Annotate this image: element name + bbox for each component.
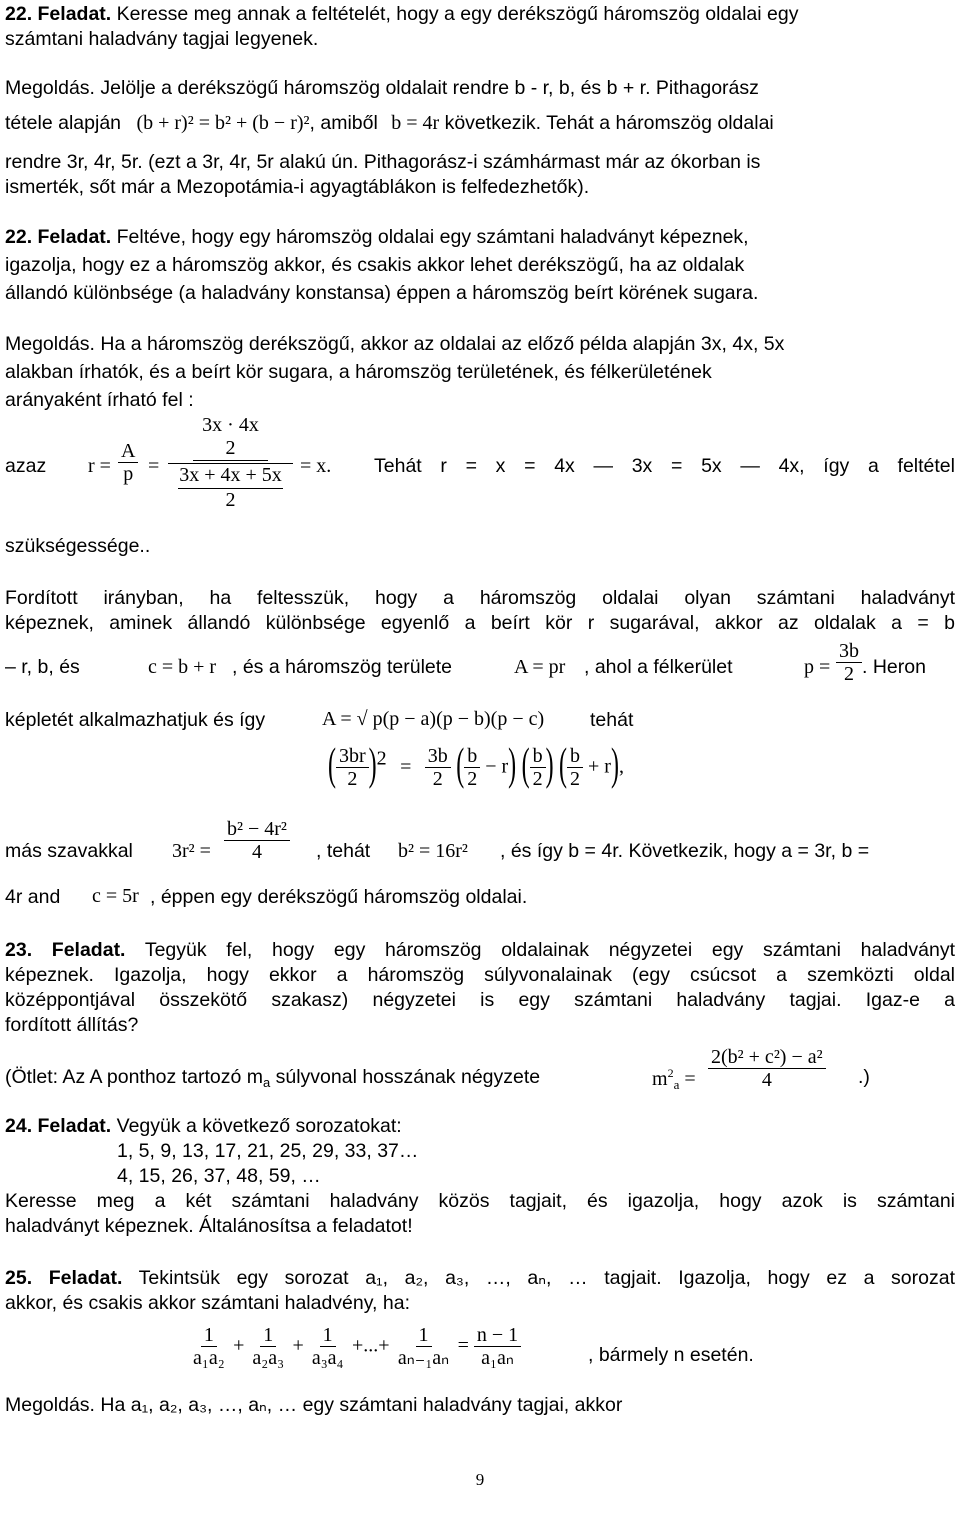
problem-heading: 22. Feladat. [5, 226, 112, 248]
denominator: a₂a₃ [252, 1347, 285, 1369]
text-fragment: Feltéve, hogy egy háromszög oldalai egy számtani haladványt képeznek, [111, 226, 749, 248]
sequence-1: 1, 5, 9, 13, 17, 21, 25, 29, 33, 37… [117, 1140, 419, 1162]
text-fragment: – r, b, és [5, 656, 80, 678]
text-line: akkor, és csakis akkor számtani haladvény, ha: [5, 1292, 410, 1314]
math-formula: c = b + r [148, 656, 217, 678]
text-fragment: 4r and [5, 886, 61, 908]
text-fragment: , ahol a félkerület [584, 656, 733, 678]
denominator: 4 [761, 1069, 772, 1091]
math-symbol: = x. [300, 455, 332, 477]
denominator: 2 [570, 768, 581, 790]
numerator: 3b [836, 640, 862, 663]
problem-heading: 25. Feladat. [5, 1267, 123, 1289]
inner-denominator: 2 [193, 437, 268, 461]
text-fragment: , éppen egy derékszögű háromszög oldalai. [150, 886, 528, 908]
denominator: aₙ₋₁aₙ [397, 1347, 450, 1369]
numerator: 2(b² + c²) − a² [708, 1046, 826, 1069]
problem-24-statement [5, 1114, 955, 1139]
text-fragment: , tehát [316, 840, 371, 862]
formula-line [5, 112, 774, 135]
inner-numerator: 3x · 4x [202, 414, 259, 436]
main-divider: 3x + 4x + 5x [168, 463, 293, 487]
text-fragment: tehát [590, 709, 634, 731]
math-symbol: m [652, 1068, 668, 1090]
text-line: arányaként írható fel : [5, 389, 194, 411]
text-fragment: azaz [5, 455, 47, 477]
text-line: igazolja, hogy ez a háromszög akkor, és csakis akkor lehet derékszögű, ha az oldalak [5, 254, 745, 276]
math-symbol: r = [88, 455, 111, 477]
text-fragment: tétele alapján [5, 112, 122, 134]
text-line: számtani haladvány tagjai legyenek. [5, 28, 319, 50]
math-symbol: = [148, 455, 160, 477]
text-fragment: Tekintsük egy sorozat a₁, a₂, a₃, …, aₙ, … tagjait. Igazolja, hogy ez a sorozat [122, 1267, 956, 1289]
text-fragment: .) [858, 1066, 870, 1088]
sequence-2: 4, 15, 26, 37, 48, 59, … [117, 1165, 321, 1187]
numerator: n − 1 [474, 1324, 521, 1347]
numerator: 1 [320, 1324, 336, 1347]
hint-line [5, 1066, 540, 1090]
numerator: b [464, 745, 480, 768]
denominator: a₁aₙ [481, 1347, 514, 1369]
numerator: 1 [201, 1324, 217, 1347]
text-fragment: következik. Tehát a háromszög oldalai [439, 112, 774, 134]
math-formula: c = 5r [92, 885, 139, 907]
inner-two: 2 [178, 488, 283, 512]
text-line: középpontjával összekötő szakasz) négyzetei is egy számtani haladvány tagjai. Igaz-e a [5, 989, 955, 1011]
numerator: 1 [260, 1324, 276, 1347]
text-fragment: más szavakkal [5, 840, 133, 862]
problem-25-statement [5, 1266, 955, 1291]
math-formula: 3r² = [172, 840, 211, 862]
text-line: Keresse meg a két számtani haladvány közös tagjait, és igazolja, hogy azok is számtani [5, 1190, 955, 1212]
sum-equation: $\frac{1}{\text{a₁a₂}}$ + $\frac{1}{\text{a₂a₃}}$ + $\frac{1}{\text{a₃a₄}}$ +...+ $\frac{1}{\text{aₙ₋₁aₙ}}$ = $\frac{n - 1}{\text{a₁aₙ}}$ [190, 1324, 521, 1369]
denominator: 2 [844, 663, 854, 685]
math-symbol: r [501, 755, 509, 778]
text-line: szükségessége.. [5, 535, 151, 557]
numerator: 3br [336, 745, 369, 768]
text-line: haladványt képeznek. Általánosítsa a feladatot! [5, 1215, 413, 1237]
text-line: Keresse meg annak a feltételét, hogy a egy derékszögű háromszög oldalai egy [111, 3, 799, 25]
denominator: a₃a₄ [311, 1347, 344, 1369]
fraction-3b-2 [836, 640, 862, 685]
math-formula: b = 4r [391, 112, 440, 134]
numerator: b [530, 745, 546, 768]
problem-22b-statement [5, 225, 955, 250]
text-fragment: súlyvonal hosszának négyzete [270, 1066, 541, 1088]
math-symbol: r [604, 755, 611, 778]
denominator: 2 [532, 768, 543, 790]
denominator: p [123, 463, 134, 485]
math-formula: (b + r)² = b² + (b − r)² [136, 112, 310, 134]
text-line: ismerték, sőt már a Mezopotámia-i agyagtáblákon is felfedezhetők). [5, 176, 590, 198]
page-number: 9 [475, 1470, 485, 1489]
numerator: A [118, 440, 138, 463]
denominator: 2 [467, 768, 478, 790]
math-formula: b² = 16r² [398, 840, 468, 862]
text-fragment: Tegyük fel, hogy egy háromszög oldalainak négyzetei egy számtani haladványt [125, 939, 956, 961]
denominator: 2 [432, 768, 443, 790]
text-line: rendre 3r, 4r, 5r. (ezt a 3r, 4r, 5r alakú ún. Pithagorász-i számhármast már az ókorban is [5, 151, 761, 173]
heron-formula: A = √ p(p − a)(p − b)(p − c) [322, 708, 545, 730]
problem-heading: 22. Feladat. [5, 3, 112, 25]
math-symbol: +...+ [351, 1334, 390, 1357]
text-line: Megoldás. Ha a₁, a₂, a₃, …, aₙ, … egy számtani haladvány tagjai, akkor [5, 1394, 623, 1416]
fraction-A-p [118, 440, 138, 485]
numerator: b² − 4r² [224, 818, 290, 841]
text-fragment: Vegyük a következő sorozatokat: [111, 1115, 402, 1137]
text-fragment: , bármely n esetén. [588, 1344, 754, 1366]
denominator: 4 [251, 841, 262, 863]
text-line: alakban írhatók, és a beírt kör sugara, a háromszög területének, és félkerületének [5, 361, 712, 383]
text-fragment: . Heron [862, 656, 926, 678]
text-line: állandó különbsége (a haladvány konstansa) éppen a háromszög beírt körének sugara. [5, 282, 759, 304]
problem-heading: 24. Feladat. [5, 1115, 112, 1137]
text-fragment: képletét alkalmazhatjuk és így [5, 709, 266, 731]
fraction-b2-4r2 [224, 818, 290, 863]
text-fragment: (Ötlet: Az A ponthoz tartozó m [5, 1066, 263, 1088]
problem-22-statement [5, 2, 955, 27]
text-fragment: , és a háromszög területe [232, 656, 453, 678]
subscript: a [262, 1075, 271, 1090]
text-line: Megoldás. Ha a háromszög derékszögű, akkor az oldalai az előző példa alapján 3x, 4x, 5x [5, 333, 785, 355]
text-line: fordított állítás? [5, 1014, 139, 1036]
text-fragment: , amiből [309, 112, 378, 134]
compound-fraction [168, 414, 293, 512]
math-symbol: $m^2_a$ = [652, 1066, 696, 1092]
fraction-median [708, 1046, 826, 1091]
numerator: 1 [416, 1324, 432, 1347]
squared-equation: ( $\frac{3br}{2}$ )2 = $\frac{3b}{2}$ ( $\frac{b}{2}$ − r) ( $\frac{b}{2}$ ) ( $\frac{b}{2}$ + r), [328, 740, 624, 790]
numerator: b [567, 745, 583, 768]
text-line: képeznek. Igazolja, hogy ekkor a háromszög súlyvonalainak (egy csúcsot a szemközti oldal [5, 964, 955, 986]
text-line: képeznek, aminek állandó különbsége egyenlő a beírt kör r sugarával, akkor az oldalak a = b [5, 612, 955, 634]
problem-23-statement [5, 938, 955, 963]
math-symbol: p = [804, 656, 831, 678]
problem-heading: 23. Feladat. [5, 939, 126, 961]
text-line: Tehát r = x = 4x — 3x = 5x — 4x, így a feltétel [374, 455, 955, 477]
denominator: a₁a₂ [193, 1347, 225, 1369]
math-formula: A = pr [514, 656, 566, 678]
numerator: 3b [425, 745, 451, 768]
denominator: 2 [347, 768, 358, 790]
text-line: Megoldás. Jelölje a derékszögű háromszög oldalait rendre b - r, b, és b + r. Pithagorász [5, 77, 759, 99]
text-fragment: , és így b = 4r. Következik, hogy a = 3r, b = [500, 840, 870, 862]
text-line: Fordított irányban, ha feltesszük, hogy a háromszög oldalai olyan számtani haladványt [5, 587, 955, 609]
